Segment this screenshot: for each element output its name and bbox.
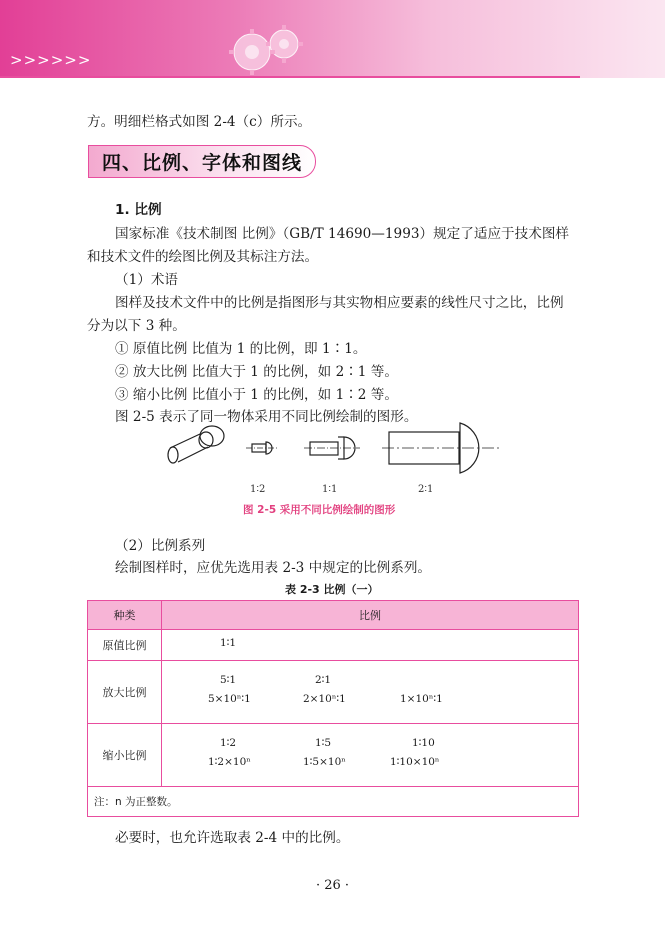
table-row — [88, 630, 579, 661]
list-item: ① 原值比例 比值为 1 的比例，即 1∶1。 — [115, 341, 367, 357]
series-heading: （2）比例系列 — [115, 538, 206, 554]
ratio-value: 1∶2 — [220, 737, 237, 749]
header-rule — [0, 76, 580, 78]
para2-line2: 分为以下 3 种。 — [87, 318, 186, 334]
list-item: ③ 缩小比例 比值小于 1 的比例，如 1∶2 等。 — [115, 387, 398, 403]
scale-label: 2∶1 — [418, 484, 434, 495]
figure-intro: 图 2-5 表示了同一物体采用不同比例绘制的图形。 — [115, 409, 418, 425]
page-number: · 26 · — [315, 878, 350, 893]
figure-caption: 图 2-5 采用不同比例绘制的图形 — [243, 504, 396, 516]
term-heading: （1）术语 — [115, 272, 179, 288]
ratio-table — [87, 600, 579, 817]
header-kind: 种类 — [88, 601, 162, 630]
ratio-value: 2×10ⁿ∶1 — [303, 693, 346, 705]
row-kind: 原值比例 — [88, 630, 162, 661]
ratio-value: 5×10ⁿ∶1 — [208, 693, 251, 705]
para2-line1: 图样及技术文件中的比例是指图形与其实物相应要素的线性尺寸之比，比例 — [115, 295, 564, 311]
page-header-band — [0, 0, 665, 78]
section-title-label: 四、比例、字体和图线 — [102, 152, 303, 174]
header-ratio: 比例 — [162, 601, 579, 630]
section-title — [88, 145, 320, 178]
ratio-value: 1∶1 — [220, 637, 237, 649]
ratio-value: 1∶5 — [315, 737, 332, 749]
row-values — [162, 661, 579, 724]
table-note: 注：n 为正整数。 — [88, 787, 579, 817]
ratio-value: 1∶5×10ⁿ — [303, 756, 346, 768]
subsection-heading: 1. 比例 — [115, 202, 162, 218]
list-item: ② 放大比例 比值大于 1 的比例，如 2∶1 等。 — [115, 364, 398, 380]
gear-icon — [222, 20, 312, 80]
row-kind: 缩小比例 — [88, 724, 162, 787]
row-values — [162, 724, 579, 787]
series-text: 绘制图样时，应优先选用表 2-3 中规定的比例系列。 — [115, 560, 431, 576]
intro-line: 方。明细栏格式如图 2-4（c）所示。 — [87, 114, 312, 130]
row-kind: 放大比例 — [88, 661, 162, 724]
ratio-value: 1∶2×10ⁿ — [208, 756, 251, 768]
table-note-row — [88, 787, 579, 817]
ratio-value: 1×10ⁿ∶1 — [400, 693, 443, 705]
ratio-value: 1∶10 — [412, 737, 435, 749]
chevron-decoration: >>>>>> — [10, 51, 92, 69]
table-row — [88, 661, 579, 724]
figure-drawing — [160, 418, 510, 488]
closing-text: 必要时，也允许选取表 2-4 中的比例。 — [115, 830, 350, 846]
ratio-value: 2∶1 — [315, 674, 332, 686]
scale-label: 1∶1 — [322, 484, 338, 495]
table-caption: 表 2-3 比例（一） — [285, 583, 379, 596]
para1-line1: 国家标准《技术制图 比例》（GB/T 14690—1993）规定了适应于技术图样 — [115, 226, 570, 242]
para1-line2: 和技术文件的绘图比例及其标注方法。 — [87, 249, 319, 265]
table-row — [88, 724, 579, 787]
row-values — [162, 630, 579, 661]
ratio-value: 5∶1 — [220, 674, 237, 686]
ratio-value: 1∶10×10ⁿ — [390, 756, 440, 768]
table-header-row — [88, 601, 579, 630]
scale-label: 1∶2 — [250, 484, 266, 495]
